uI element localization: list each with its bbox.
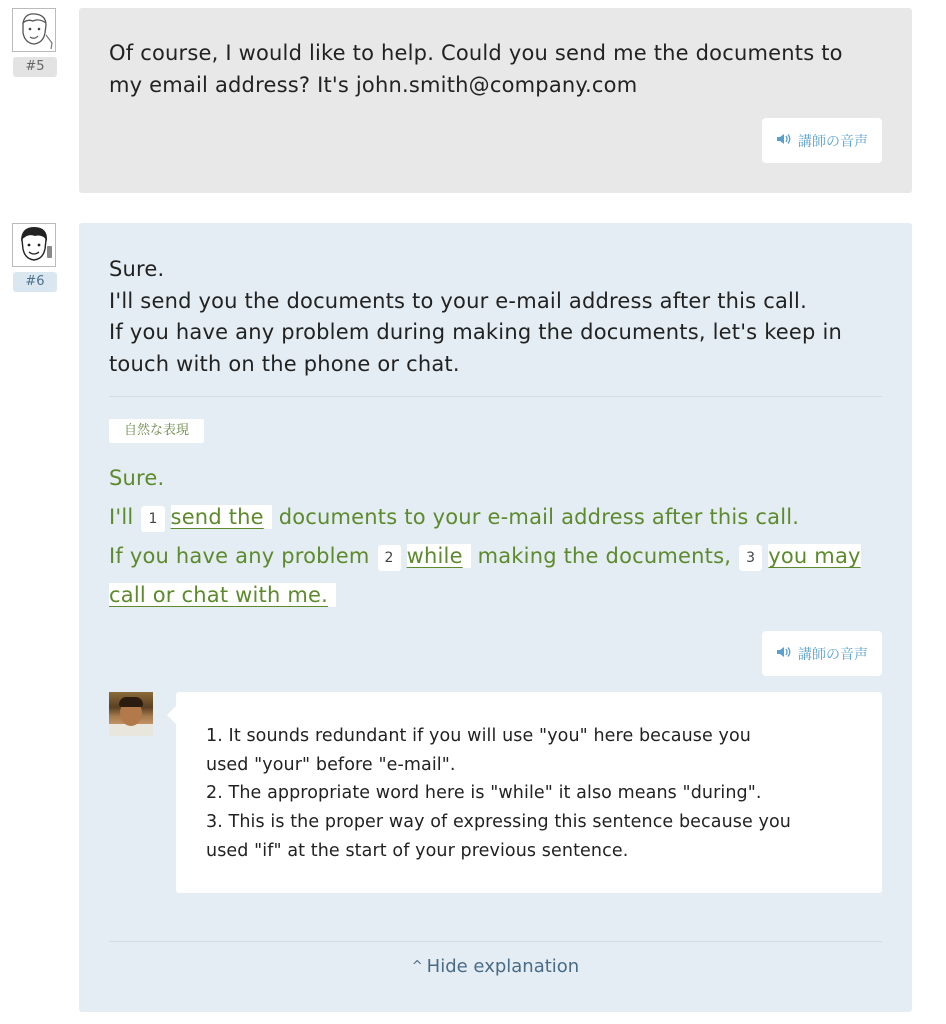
correction-highlight: you may call or chat with me. <box>109 544 861 607</box>
speaker-icon <box>776 133 792 149</box>
tutor-avatar <box>109 692 153 736</box>
explanation-line: 3. This is the proper way of expressing this sentence because you <box>206 812 791 833</box>
corrected-text <box>109 459 882 615</box>
message-text: Of course, I would like to help. Could you send me the documents to my email address? It's john.smith@company.com <box>109 41 843 97</box>
correction-number: 1 <box>141 506 164 532</box>
message-5-card <box>79 8 912 193</box>
correction-highlight: send the <box>171 505 272 529</box>
explanation-line: used "if" at the start of your previous sentence. <box>206 840 629 861</box>
message-6-avatar-column <box>12 223 58 292</box>
corrected-segment: If you have any problem <box>109 544 370 568</box>
corrected-line <box>109 537 882 615</box>
speaker-icon <box>776 646 792 662</box>
natural-expression-tag: 自然な表現 <box>109 419 204 443</box>
message-line: I'll send you the documents to your e-mail address after this call. <box>109 288 807 313</box>
corrected-segment: making the documents, <box>477 544 732 568</box>
correction-highlight: while <box>407 544 471 568</box>
tutor-voice-label: 講師の音声 <box>798 133 868 150</box>
chevron-up-icon: ^ <box>411 959 423 974</box>
message-number-badge: #6 <box>13 272 57 292</box>
tutor-voice-button[interactable] <box>762 631 882 676</box>
correction-number: 2 <box>378 545 401 571</box>
corrected-line: Sure. <box>109 466 165 490</box>
user-sketch-avatar-icon <box>12 8 56 52</box>
explanation-line: used "your" before "e-mail". <box>206 754 456 775</box>
explanation-line: 2. The appropriate word here is "while" it also means "during". <box>206 783 762 804</box>
message-5-avatar-column <box>12 8 58 77</box>
corrected-line <box>109 498 882 537</box>
user-sketch-avatar-icon <box>12 223 56 267</box>
message-line: If you have any problem during making the documents, let's keep in touch with on the phone or chat. <box>109 320 842 376</box>
tutor-voice-label: 講師の音声 <box>798 646 868 663</box>
divider <box>109 941 882 942</box>
hide-explanation-link[interactable] <box>79 956 912 977</box>
hide-explanation-label: Hide explanation <box>426 956 580 977</box>
corrected-segment: documents to your e-mail address after this call. <box>278 505 800 529</box>
message-line: Sure. <box>109 257 165 281</box>
message-text <box>109 254 882 380</box>
corrected-segment: I'll <box>109 505 134 529</box>
tutor-explanation <box>176 692 882 893</box>
divider <box>109 396 882 397</box>
correction-number: 3 <box>739 545 762 571</box>
message-6-card <box>79 223 912 1012</box>
message-number-badge: #5 <box>13 57 57 77</box>
explanation-line: 1. It sounds redundant if you will use "you" here because you <box>206 726 751 746</box>
tutor-voice-button[interactable] <box>762 118 882 163</box>
